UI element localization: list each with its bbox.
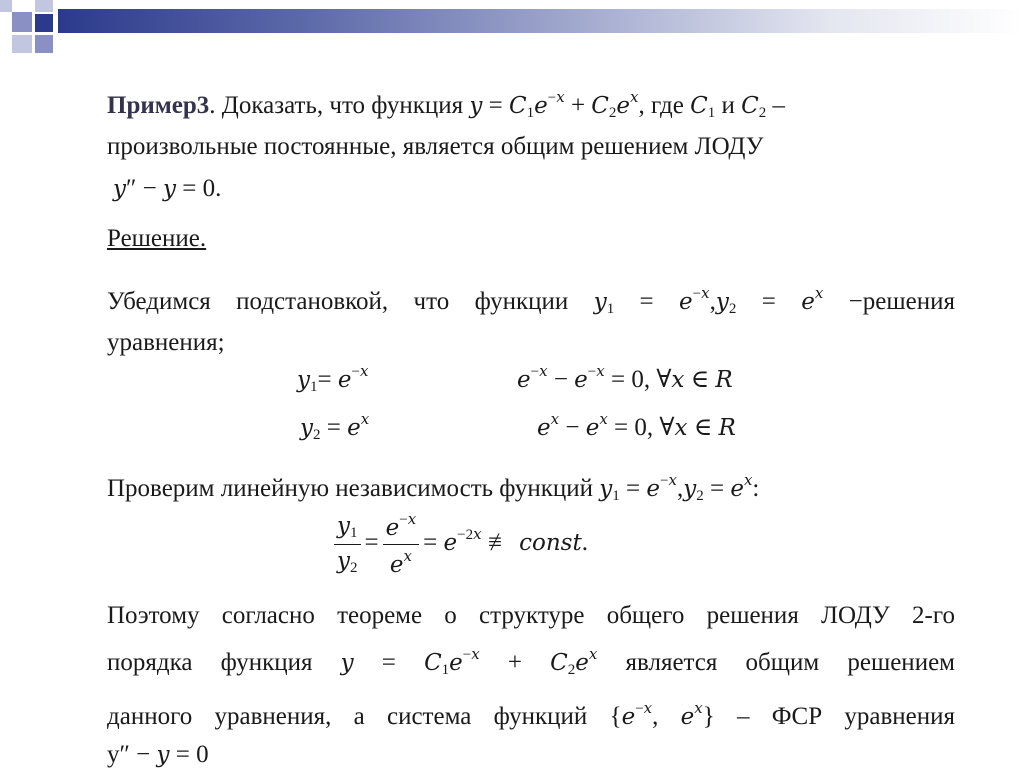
independence-line: Проверим линейную независимость функций $y_1 = e^{-x},y_2 = e^x$: [107, 471, 760, 504]
subst-row-1-left: $y_1= e^{-x}$ [297, 362, 369, 395]
example-title: Пример3 [107, 92, 210, 119]
conclusion-line-3: данного уравнения, а система функций {$e^{-x}$, $e^x$} – ФСР уравнения [107, 699, 955, 730]
conclusion-line-2: порядка функция $y = C_1e^{-x} + C_2e^x$ является общим решением [107, 645, 955, 678]
independence-text-2: : [752, 475, 760, 502]
example-text-4: – [766, 92, 785, 119]
header-square-5 [12, 35, 32, 53]
check-text-1: Убедимся подстановкой, что функции [107, 288, 594, 315]
ratio-equation: $\frac{y_1}{y_2}$ = $\frac{e^{-x}}{e^x}$ = $e^{-2x}$ ≢ const. [330, 510, 588, 579]
solution-heading [107, 222, 955, 256]
conclusion-text-2b: является общим решением [597, 649, 955, 676]
example-text-3: и [715, 92, 742, 119]
check-line-2: уравнения; [107, 329, 225, 356]
header-square-3 [35, 0, 53, 12]
conclusion-paragraph [107, 597, 955, 774]
fraction-y1-y2: $\frac{y_1}{y_2}$ [334, 512, 361, 577]
conclusion-text-3b: – ФСР уравнения [714, 703, 955, 730]
example-text-2: , где [638, 92, 691, 119]
main-equation: y″ − y = 0. [113, 175, 222, 202]
header-gradient-bar [58, 9, 1024, 33]
example-line-2: произвольные постоянные, является общим решением ЛОДУ [107, 133, 764, 160]
fraction-e: $\frac{e^{-x}}{e^x}$ [383, 510, 420, 579]
header-square-2 [12, 12, 32, 32]
conclusion-line-1: Поэтому согласно теореме о структуре общего решения ЛОДУ 2-го [107, 602, 955, 629]
conclusion-text-3a: данного уравнения, а система функций [107, 703, 610, 730]
solution-heading-text: Решение. [107, 225, 207, 252]
subst-row-1-right: $e^{-x} - e^{-x} = 0$, ∀x ∈ R [517, 362, 733, 393]
example-text-1: . Доказать, что функция [209, 92, 470, 119]
example-statement: Пример3. Доказать, что функция $y = C_1e^{-x} + C_2e^x$, где $C_1$ и $C_2$ – произвольные постоянные, является общим решением ЛОДУ [107, 80, 955, 164]
header-square-1 [0, 0, 12, 12]
subst-row-2-right: $e^x - e^x = 0$, ∀x ∈ R [537, 410, 736, 441]
conclusion-line-4: y″ − y = 0 [107, 741, 209, 768]
header-square-4 [35, 14, 53, 32]
independence-text-1: Проверим линейную независимость функций [107, 475, 600, 502]
subst-row-2-left: $y_2 = e^x$ [300, 410, 370, 443]
header-square-6 [35, 35, 53, 53]
check-text-2: −решения [823, 288, 955, 315]
conclusion-text-2a: порядка функция [107, 649, 341, 676]
check-paragraph: Убедимся подстановкой, что функции $y_1 = e^{-x},y_2 = e^x$ −решения уравнения; [107, 276, 955, 360]
